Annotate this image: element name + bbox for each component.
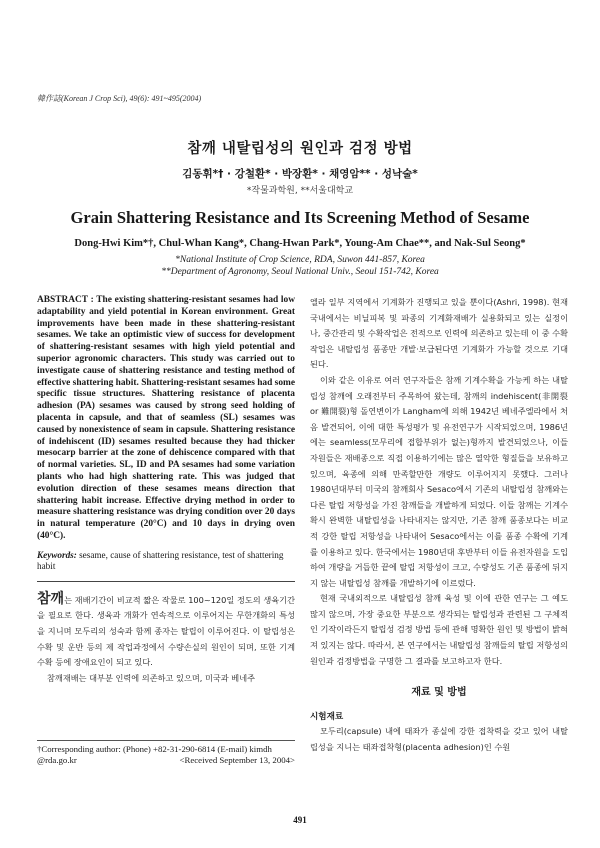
page-number: 491 <box>293 815 307 825</box>
intro-paragraph-2: 참깨재배는 대부분 인력에 의존하고 있으며, 미국과 베네주 <box>47 672 256 683</box>
footnote-email-domain: @rda.go.kr <box>37 755 77 765</box>
footnote-line-1: †Corresponding author: (Phone) +82-31-290-6814 (E-mail) kimdh <box>37 744 272 754</box>
intro-paragraph-1 <box>37 592 295 671</box>
english-affiliation-1: *National Institute of Crop Science, RDA, Suwon 441-857, Korea <box>175 255 425 265</box>
english-affiliation-2: **Department of Agronomy, Seoul National Univ., Seoul 151-742, Korea <box>161 267 439 277</box>
keywords-label: Keywords: <box>37 549 77 560</box>
english-authors: Dong-Hwi Kim*†, Chul-Whan Kang*, Chang-Hwan Park*, Young-Am Chae**, and Nak-Sul Seong* <box>74 238 526 249</box>
intro-paragraph-5: 현재 국내외적으로 내탈립성 참깨 육성 및 이에 관한 연구는 그 예도 많지 않으며, 가장 중요한 부분으로 생각되는 탈립성과 관련된 그 구체적인 기작이라든지 탈립성 검정 방법 등에 관해 명확한 원인 및 방법이 밝혀져 있지는 않다. 따라서, 본 연구에서는 내탈립성 참깨들의 탈립 저항성의 원인과 검정방법을 구명한 그 결과를 보고하고자 한다. <box>310 593 568 666</box>
footnote <box>37 740 295 766</box>
introduction-right <box>310 295 568 669</box>
korean-affiliation: *작물과학원, **서울대학교 <box>246 186 354 196</box>
footnote-rule <box>37 740 295 741</box>
english-title: Grain Shattering Resistance and Its Screening Method of Sesame <box>70 208 530 227</box>
received-date: <Received September 13, 2004> <box>179 755 295 765</box>
keywords <box>37 550 295 573</box>
section-divider <box>37 581 295 582</box>
abstract: ABSTRACT : The existing shattering-resistant sesames had low adaptability and yield potential in Korean environment. Great improvements have been made in these shattering-resistant sesames. We take an optimistic view of success for development of shattering-resistant sesames with high yield potential and superior agronomic characters. This study was carried out to investigate cause of shattering resistance and testing method of effective shattering habit. Shattering-resistant sesames had some specific tissue structures. Shattering resistance of placenta adhesion (PA) sesames was caused by strong seed holding of placenta in capsule, and that of seamless (SL) sesames was caused by nonexistence of seam in capsule. Shattering resistance of indehiscent (ID) sesames resulted because they had thicker mesocarp barrier at the zone of dehiscence compared with that of normal varieties. SL, ID and PA sesames had some variation plants who had high shattering rate. This was judged that evolution direction of these sesames means direction that shattering habit increase. Effective drying method in order to measure shattering resistance was drying condition over 20 days in natural temperature (20°C) and 10 days in drying oven (40°C). <box>37 295 295 541</box>
journal-header: 韓作誌(Korean J Crop Sci), 49(6): 491~495(2004) <box>37 94 202 103</box>
section-title-methods: 재료 및 방법 <box>411 687 467 699</box>
right-column <box>310 295 568 755</box>
materials-paragraph: 모두리(capsule) 내에 태좌가 종실에 강한 접착력을 갖고 있어 내탈립성을 지니는 태좌접착형(placenta adhesion)인 수원 <box>310 726 568 752</box>
footnote-line-2 <box>37 755 295 766</box>
korean-authors: 김동휘*† · 강철환* · 박장환* · 채영암** · 성낙술* <box>182 168 418 180</box>
lead-word: 참깨 <box>37 590 65 607</box>
subsection-title-materials: 시험재료 <box>310 712 344 723</box>
intro-paragraph-1-text: 는 재배기간이 비교적 짧은 작물로 100~120일 정도의 생육기간을 필요로 한다. 생육과 개화가 연속적으로 이루어지는 무한개화의 특성을 지니며 모두리의 성숙과 함께 종자는 탈립이 이루어진다. 이 탈립성은 수확 및 운반 등의 제 작업과정에서 수량손실의 원인이 되며, 또한 기계 수확 등에 장애요인이 되고 있다. <box>37 594 295 668</box>
intro-paragraph-3: 엘라 일부 지역에서 기계화가 진행되고 있을 뿐이다(Ashri, 1998). 현재 국내에서는 비닐피복 및 파종의 기계화재배가 실용화되고 있는 실정이나, 중간관리 및 수확작업은 전적으로 인력에 의존하고 있는데 이 중 수확작업은 내탈립성 품종만 개발·보급된다면 기계화가 가능할 것으로 기대된다. <box>310 297 568 370</box>
introduction-left <box>37 592 295 687</box>
left-column <box>37 295 295 686</box>
korean-title: 참깨 내탈립성의 원인과 검정 방법 <box>187 141 413 157</box>
intro-paragraph-4: 이와 같은 이유로 여러 연구자들은 참깨 기계수확을 가능케 하는 내탈립성 참깨에 오래전부터 주목하여 왔는데, 참깨의 indehiscent(非開裂 or 難開裂)형 돌연변이가 Langham에 의해 1942년 베네주엘라에서 처음 발견되어, 이에 대한 특성평가 및 유전연구가 시작되었으며, 1986년에는 seamless(모무리에 접합부위가 없는)형까지 발견되었으나, 이들 자원들은 재배종으로 직접 이용하기에는 많은 열악한 형질들을 보유하고 있으며, 육종에 의해 만족할만한 개량도 이루어지지 못했다. 그러나 1980년대부터 미국의 참깨회사 Sesaco에서 기존의 내탈립성 참깨와는 다른 탈립 저항성을 가진 참깨들을 개발하게 되었다. 이들 참깨는 기계수확시 완벽한 내탈립성을 나타내지는 않지만, 기존 참깨 품종보다는 비교적 강한 탈립 저항성을 나타내어 Sesaco에서는 이를 품종 수확에 기계를 이용하고 있다. 한국에서는 1980년대 후반부터 이들 유전자원을 도입하여 개량을 거듭한 끝에 탈립 저항성이 크고, 수량성도 기존 품종에 뒤지지 않는 내탈립성 참깨를 개발하기에 이르렀다. <box>310 374 568 588</box>
materials-text <box>310 724 568 755</box>
keywords-text: sesame, cause of shattering resistance, test of shattering habit <box>37 549 284 572</box>
